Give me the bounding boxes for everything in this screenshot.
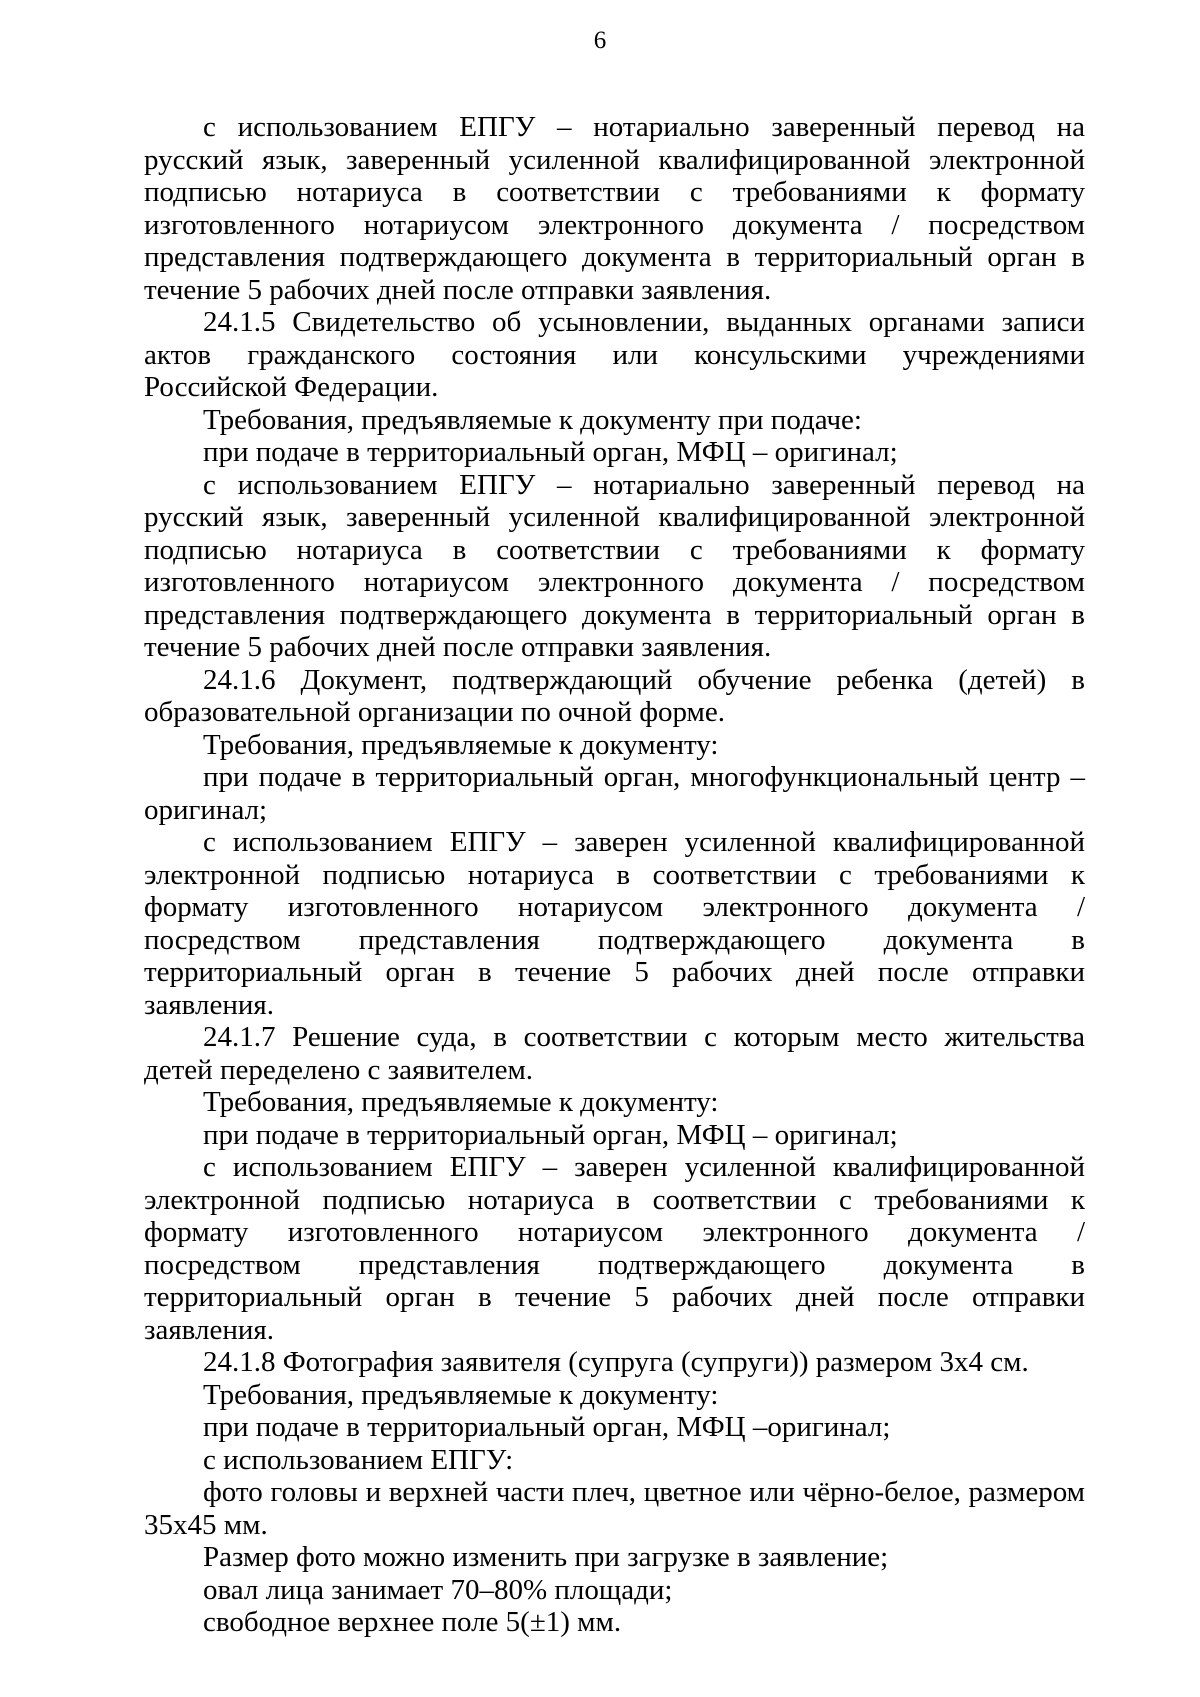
paragraph-24-1-8-heading: 24.1.8 Фотография заявителя (супруга (супруги)) размером 3х4 см.: [203, 1346, 1029, 1378]
paragraph-original-1: при подаче в территориальный орган, МФЦ – оригинал;: [203, 436, 898, 468]
paragraph-24-1-7-heading: 24.1.7 Решение суда, в соответствии с которым место жительства детей переделено с заявителем.: [144, 1021, 1085, 1086]
paragraph-top-margin: свободное верхнее поле 5(±1) мм.: [203, 1606, 622, 1638]
paragraph-requirements-4: Требования, предъявляемые к документу:: [203, 1378, 719, 1411]
document-body: [144, 111, 1085, 1639]
paragraph-requirements-3: Требования, предъявляемые к документу:: [203, 1086, 719, 1118]
paragraph-face-oval: овал лица занимает 70–80% площади;: [203, 1573, 673, 1606]
paragraph-epgu-signature-1: с использованием ЕПГУ – заверен усиленной квалифицированной электронной подписью нотариуса в соответствии с требованиями к формату изготовленного нотариусом электронного документа / посредством представления подтверждающего документа в территориальный орган в течение 5 рабочих дней после отправки заявления.: [144, 826, 1085, 1021]
paragraph-original-4: при подаче в территориальный орган, МФЦ –оригинал;: [203, 1411, 891, 1443]
paragraph-photo-resize: Размер фото можно изменить при загрузке в заявление;: [203, 1541, 889, 1573]
paragraph-photo-spec: фото головы и верхней части плеч, цветное или чёрно-белое, размером 35х45 мм.: [144, 1476, 1085, 1541]
paragraph-epgu-signature-2: с использованием ЕПГУ – заверен усиленной квалифицированной электронной подписью нотариуса в соответствии с требованиями к формату изготовленного нотариусом электронного документа / посредством представления подтверждающего документа в территориальный орган в течение 5 рабочих дней после отправки заявления.: [144, 1151, 1085, 1346]
paragraph-requirements-1: Требования, предъявляемые к документу при подаче:: [203, 403, 862, 436]
paragraph-original-2: при подаче в территориальный орган, многофункциональный центр – оригинал;: [144, 761, 1085, 826]
page-number: 6: [593, 27, 607, 54]
paragraph-24-1-5-heading: 24.1.5 Свидетельство об усыновлении, выданных органами записи актов гражданского состояния или консульскими учреждениями Российской Федерации.: [144, 306, 1085, 403]
paragraph-requirements-2: Требования, предъявляемые к документу:: [203, 728, 719, 761]
paragraph-epgu-translation-1: с использованием ЕПГУ – нотариально заверенный перевод на русский язык, заверенный усиленной квалифицированной электронной подписью нотариуса в соответствии с требованиями к формату изготовленного нотариусом электронного документа / посредством представления подтверждающего документа в территориальный орган в течение 5 рабочих дней после отправки заявления.: [144, 111, 1085, 306]
paragraph-epgu-label: с использованием ЕПГУ:: [203, 1443, 514, 1476]
paragraph-original-3: при подаче в территориальный орган, МФЦ – оригинал;: [203, 1118, 898, 1151]
paragraph-epgu-translation-2: с использованием ЕПГУ – нотариально заверенный перевод на русский язык, заверенный усиленной квалифицированной электронной подписью нотариуса в соответствии с требованиями к формату изготовленного нотариусом электронного документа / посредством представления подтверждающего документа в территориальный орган в течение 5 рабочих дней после отправки заявления.: [144, 468, 1085, 663]
paragraph-24-1-6-heading: 24.1.6 Документ, подтверждающий обучение ребенка (детей) в образовательной организации по очной форме.: [144, 663, 1085, 728]
